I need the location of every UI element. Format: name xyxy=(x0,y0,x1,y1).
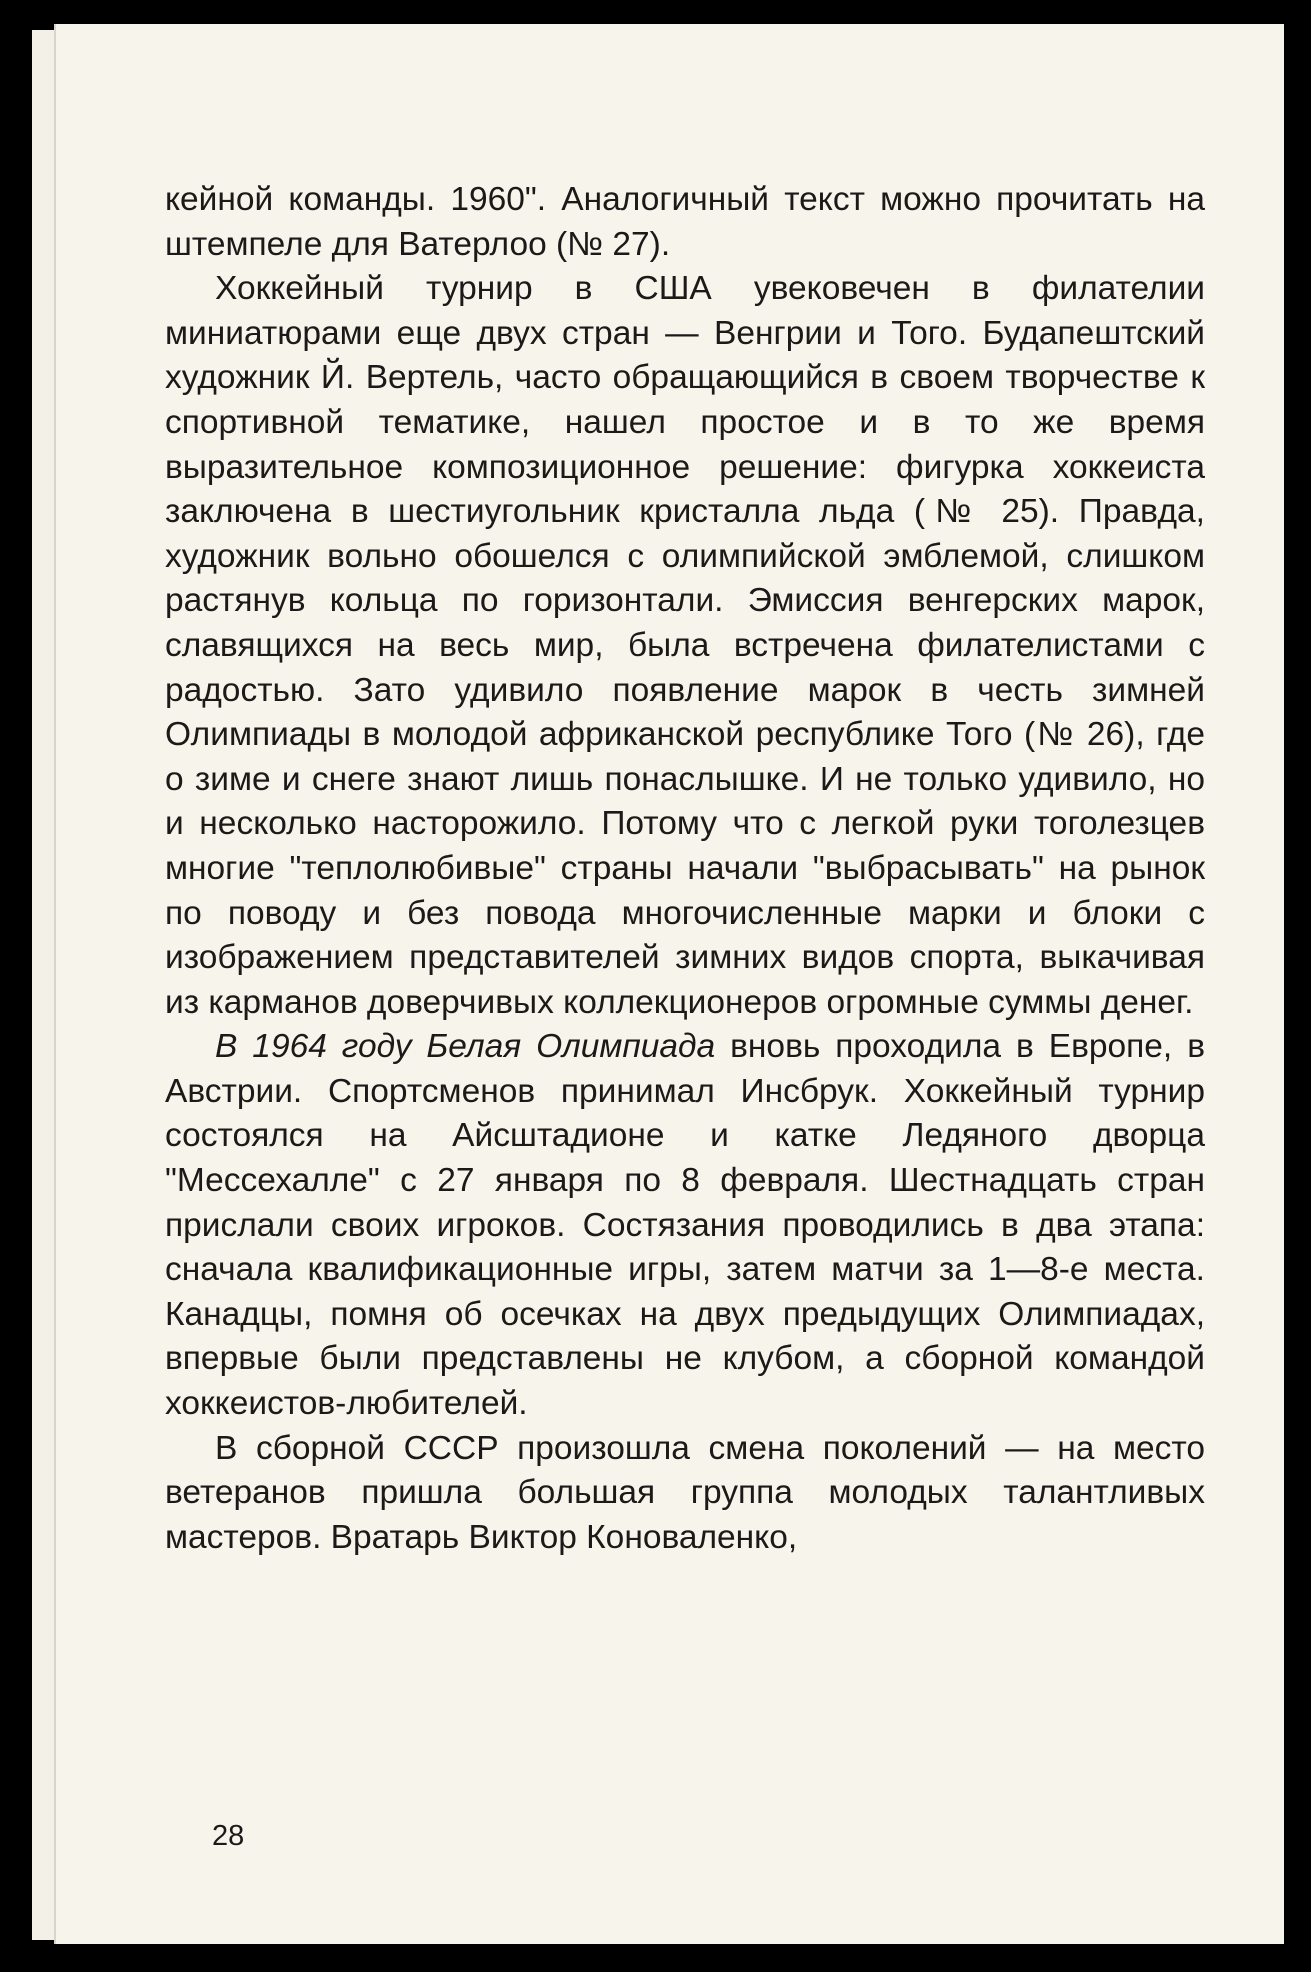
paragraph-text: Хоккейный турнир в США увековечен в филателии миниатюрами еще двух стран — Венгрии и Того. Будапештский художник Й. Вертель, часто обращающийся в своем творчестве к спортивной тематике, нашел простое и в то же время выразительное композиционное решение: фигурка хоккеиста заключена в шестиугольник кристалла льда (№ 25). Правда, художник вольно обошелся с олимпийской эмблемой, слишком растянув кольца по горизонтали. Эмиссия венгерских марок, славящихся на весь мир, была встречена филателистами с радостью. Зато удивило появление марок в честь зимней Олимпиады в молодой африканской республике Того (№ 26), где о зиме и снеге знают лишь понаслышке. И не только удивило, но и несколько насторожило. Потому что с легкой руки тоголезцев многие "теплолюбивые" страны начали "выбрасывать" на рынок по поводу и без повода многочисленные марки и блоки с изображением представителей зимних видов спорта, выкачивая из карманов доверчивых коллекционеров огромные суммы денег. xyxy=(165,270,1205,1021)
paragraph-1 xyxy=(165,178,1205,267)
paragraph-3 xyxy=(165,1025,1205,1426)
page-number: 28 xyxy=(212,1820,245,1852)
italic-lead: В 1964 году Белая Олимпиада xyxy=(215,1028,716,1066)
paragraph-text: вновь проходила в Европе, в Австрии. Спортсменов принимал Инсбрук. Хоккейный турнир состоялся на Айсштадионе и катке Ледяного дворца "Мессехалле" с 27 января по 8 февраля. Шестнадцать стран прислали своих игроков. Состязания проводились в два этапа: сначала квалификационные игры, затем матчи за 1—8-е места. Канадцы, помня об осечках на двух предыдущих Олимпиадах, впервые были представлены не клубом, а сборной командой хоккеистов-любителей. xyxy=(165,1028,1205,1423)
paragraph-text: кейной команды. 1960". Аналогичный текст можно прочитать на штемпеле для Ватерлоо (№ 27). xyxy=(165,181,1205,263)
paragraph-4 xyxy=(165,1427,1205,1561)
body-text xyxy=(165,178,1205,1560)
paragraph-text: В сборной СССР произошла смена поколений — на место ветеранов пришла большая группа молодых талантливых мастеров. Вратарь Виктор Коноваленко, xyxy=(165,1429,1205,1556)
paragraph-2 xyxy=(165,267,1205,1025)
